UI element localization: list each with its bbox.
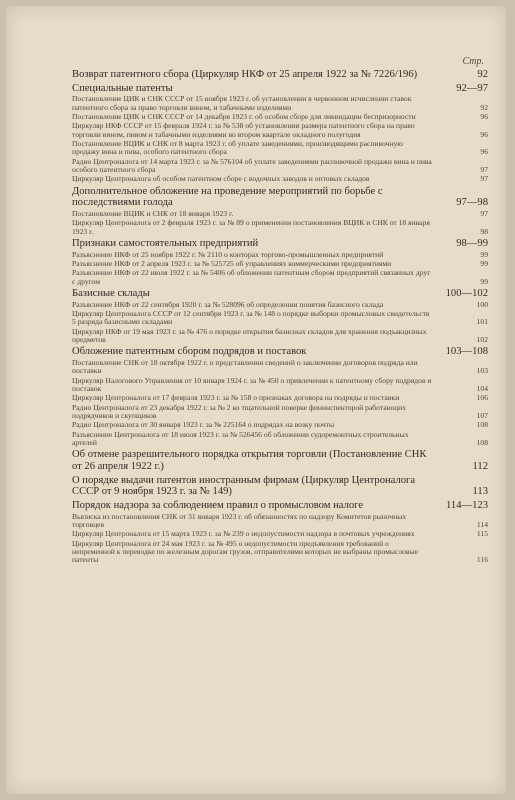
toc-page-number: 104 <box>476 384 488 394</box>
toc-page-number: 100—102 <box>445 288 488 300</box>
toc-page-number: 97 <box>480 174 488 184</box>
toc-item-text: Разъяснение НКФ от 22 сентября 1920 г. за № 528096 об определении понятия базисного склада <box>72 300 384 309</box>
toc-page-number: 98 <box>480 226 488 236</box>
toc-item <box>72 431 488 448</box>
toc-section-title: Порядок надзора за соблюдением правил о промысловом налоге <box>72 500 364 512</box>
toc-item-text: Циркуляр НКФ СССР от 15 февраля 1924 г. за № 538 об установлении размера патентного сбора на право торговли вином, пивом и табачными изделиями во втором квартале окладного полугодия <box>72 122 415 139</box>
toc-section <box>72 69 488 81</box>
toc-section <box>72 475 488 498</box>
toc-item <box>72 404 488 421</box>
toc-item-text: Циркуляр Центроналога от 24 мая 1923 г. за № 495 о недопустимости предъявления требований о непременной к переводке по железным дорогам грузов, отправителями которых не выбраны промысловые патенты <box>72 539 419 565</box>
toc-page-number: 100 <box>476 299 488 309</box>
toc-item <box>72 113 488 121</box>
toc-page-number: 92—97 <box>456 82 488 94</box>
toc-item <box>72 251 488 259</box>
toc-page-number: 96 <box>480 129 488 139</box>
toc-page-number: 96 <box>480 147 488 157</box>
toc-page-number: 103—108 <box>445 346 488 358</box>
toc-page-number: 102 <box>476 335 488 345</box>
toc-item-text: Выписка из постановления СНК от 31 января 1923 г. об обязанностях по надзору Комитетов рыночных торговцев <box>72 512 407 530</box>
toc-page-number: 115 <box>476 529 488 539</box>
document-page <box>6 6 506 794</box>
toc-item <box>72 210 488 218</box>
toc-item-text: Постановление ЦИК и СНК СССР от 14 декабря 1923 г. об особом сборе для ликвидации беспризорности <box>72 112 416 121</box>
toc-item-text: Радио Центроналога от 23 декабря 1922 г. за № 2 ко тщательной поверке фининспекторой работающих подрядчиков и скупщиков <box>72 403 406 421</box>
toc-item-text: Циркуляр Центроналога СССР от 12 сентября 1923 г. за № 148 о порядке выборки промысловых свидетельств 5 разряда базисными складами <box>72 310 430 327</box>
toc-item-text: Постановление ВЦИК и СНК от 8 марта 1923 г. об уплате заведениями, производящими распивочную продажу вина и пива, особого патентного сбора <box>72 140 403 157</box>
toc-item <box>72 158 488 175</box>
toc-item-text: Радио Центроналога от 30 января 1923 г. за № 225164 о подрядах на возку почты <box>72 421 335 430</box>
toc-item <box>72 219 488 236</box>
toc-section-title: Обложение патентным сбором подрядов и поставок <box>72 346 307 358</box>
toc-section-title: Признаки самостоятельных предприятий <box>72 238 259 250</box>
toc-page-number: 108 <box>476 420 488 430</box>
toc-section-title: Об отмене разрешительного порядка открытия торговли (Постановление СНК от 26 апреля 1922 г.) <box>72 449 427 473</box>
toc-section <box>72 449 488 472</box>
toc-item <box>72 421 488 429</box>
toc-section-title: Дополнительное обложение на проведение мероприятий по борьбе с последствиями голода <box>72 185 383 209</box>
toc-page-number: 97 <box>480 209 488 218</box>
table-of-contents <box>72 56 488 565</box>
toc-page-number: 92 <box>477 69 488 80</box>
toc-item-text: Постановление СНК от 18 октября 1922 г. о представлении сведений о заключении договоров подряда или поставки <box>72 359 418 376</box>
toc-section-title: Базисные склады <box>72 288 150 300</box>
toc-page-number: 92 <box>480 102 488 112</box>
toc-item-text: Радио Центроналога от 14 марта 1923 г. за № 576104 об уплате заведениями распивочной продажи вина и пива особого патентного сбора <box>72 157 432 175</box>
toc-page-number: 99 <box>480 276 488 286</box>
toc-entries <box>72 69 488 565</box>
toc-item <box>72 140 488 157</box>
toc-item <box>72 95 488 112</box>
toc-item <box>72 359 488 376</box>
toc-section <box>72 346 488 358</box>
toc-item-text: Циркуляр Центроналога от 2 февраля 1923 г. за № 89 о применении постановления ВЦИК и СНК от 18 января 1923 г. <box>72 219 430 236</box>
toc-page-number: 116 <box>476 555 488 565</box>
toc-item-text: Постановление ЦИК и СНК СССР от 15 ноября 1923 г. об установлении в червонном исчислении ставок патентного сбора за право торговли вином, и табачными изделиями <box>72 95 412 112</box>
toc-item-text: Постановление ВЦИК и СНК от 18 января 1923 г. <box>72 210 234 218</box>
toc-page-number: 101 <box>476 317 488 327</box>
toc-item-text: Разъяснение НКФ от 22 июля 1922 г. за № 5406 об обложении патентным сбором предприятий связанных друг с другом <box>72 269 431 286</box>
toc-page-number: 114—123 <box>446 500 488 512</box>
toc-item-text: Разъяснение НКФ от 25 ноября 1922 г. № 2110 о конторах торгово-промышленных предприятий <box>72 250 384 259</box>
toc-section <box>72 500 488 512</box>
toc-item <box>72 394 488 402</box>
toc-item-text: Циркуляр НКФ от 19 мая 1923 г. за № 476 о порядке открытия базисных складов для хранения подъакцизных предметов <box>72 327 427 345</box>
toc-page-number: 114 <box>476 520 488 530</box>
toc-item <box>72 540 488 565</box>
toc-item <box>72 175 488 183</box>
toc-page-number: 112 <box>472 461 488 473</box>
toc-item-text: Разъяснение Центроналога от 18 июля 1923 г. за № 526456 об обложении судоремонтных строительных артелей <box>72 430 409 448</box>
toc-item <box>72 301 488 309</box>
toc-item <box>72 269 488 286</box>
toc-item-text: Циркуляр Центроналога об особом патентном сборе с водочных заводов и оптовых складов <box>72 175 370 184</box>
toc-item <box>72 310 488 327</box>
toc-item <box>72 377 488 394</box>
toc-section <box>72 83 488 95</box>
toc-page-number: 108 <box>476 438 488 448</box>
toc-page-number: 103 <box>476 366 488 376</box>
toc-section <box>72 186 488 209</box>
toc-section <box>72 238 488 250</box>
toc-page-number: 98—99 <box>456 238 488 250</box>
toc-item-text: Циркуляр Центроналога от 15 марта 1923 г. за № 239 о недопустимости надзора в почтовых учреждениях <box>72 530 415 539</box>
toc-item-text: Разъяснение НКФ от 2 апреля 1923 г. за № 525725 об управлениях коммерческими предприятиями <box>72 260 392 269</box>
page-column-label: Стр. <box>462 56 484 67</box>
toc-page-number: 106 <box>476 393 488 403</box>
toc-item-text: Циркуляр Центроналога от 17 февраля 1923 г. за № 158 о признаках договора на подряды и поставки <box>72 394 400 403</box>
toc-item <box>72 530 488 538</box>
toc-section-title: Специальные патенты <box>72 82 173 94</box>
toc-item-text: Циркуляр Налогового Управления от 10 января 1924 г. за № 450 о привлечении к патентному сбору подрядов и поставок <box>72 376 432 394</box>
toc-page-number: 113 <box>472 486 488 498</box>
toc-section-title: О порядке выдачи патентов иностранным фирмам (Циркуляр Центроналога СССР от 9 ноября 1923 г. за № 149) <box>72 474 416 498</box>
toc-item <box>72 328 488 345</box>
toc-page-number: 96 <box>480 111 488 121</box>
toc-page-number: 107 <box>476 411 488 421</box>
toc-section-title: Возврат патентного сбора (Циркуляр НКФ от 25 апреля 1922 за № 7226/196) <box>72 69 418 80</box>
toc-page-number: 97 <box>480 165 488 175</box>
toc-item <box>72 260 488 268</box>
toc-page-number: 99 <box>480 259 488 269</box>
toc-item <box>72 513 488 530</box>
toc-section <box>72 288 488 300</box>
toc-item <box>72 122 488 139</box>
toc-page-number: 99 <box>480 249 488 259</box>
toc-page-number: 97—98 <box>456 197 488 209</box>
